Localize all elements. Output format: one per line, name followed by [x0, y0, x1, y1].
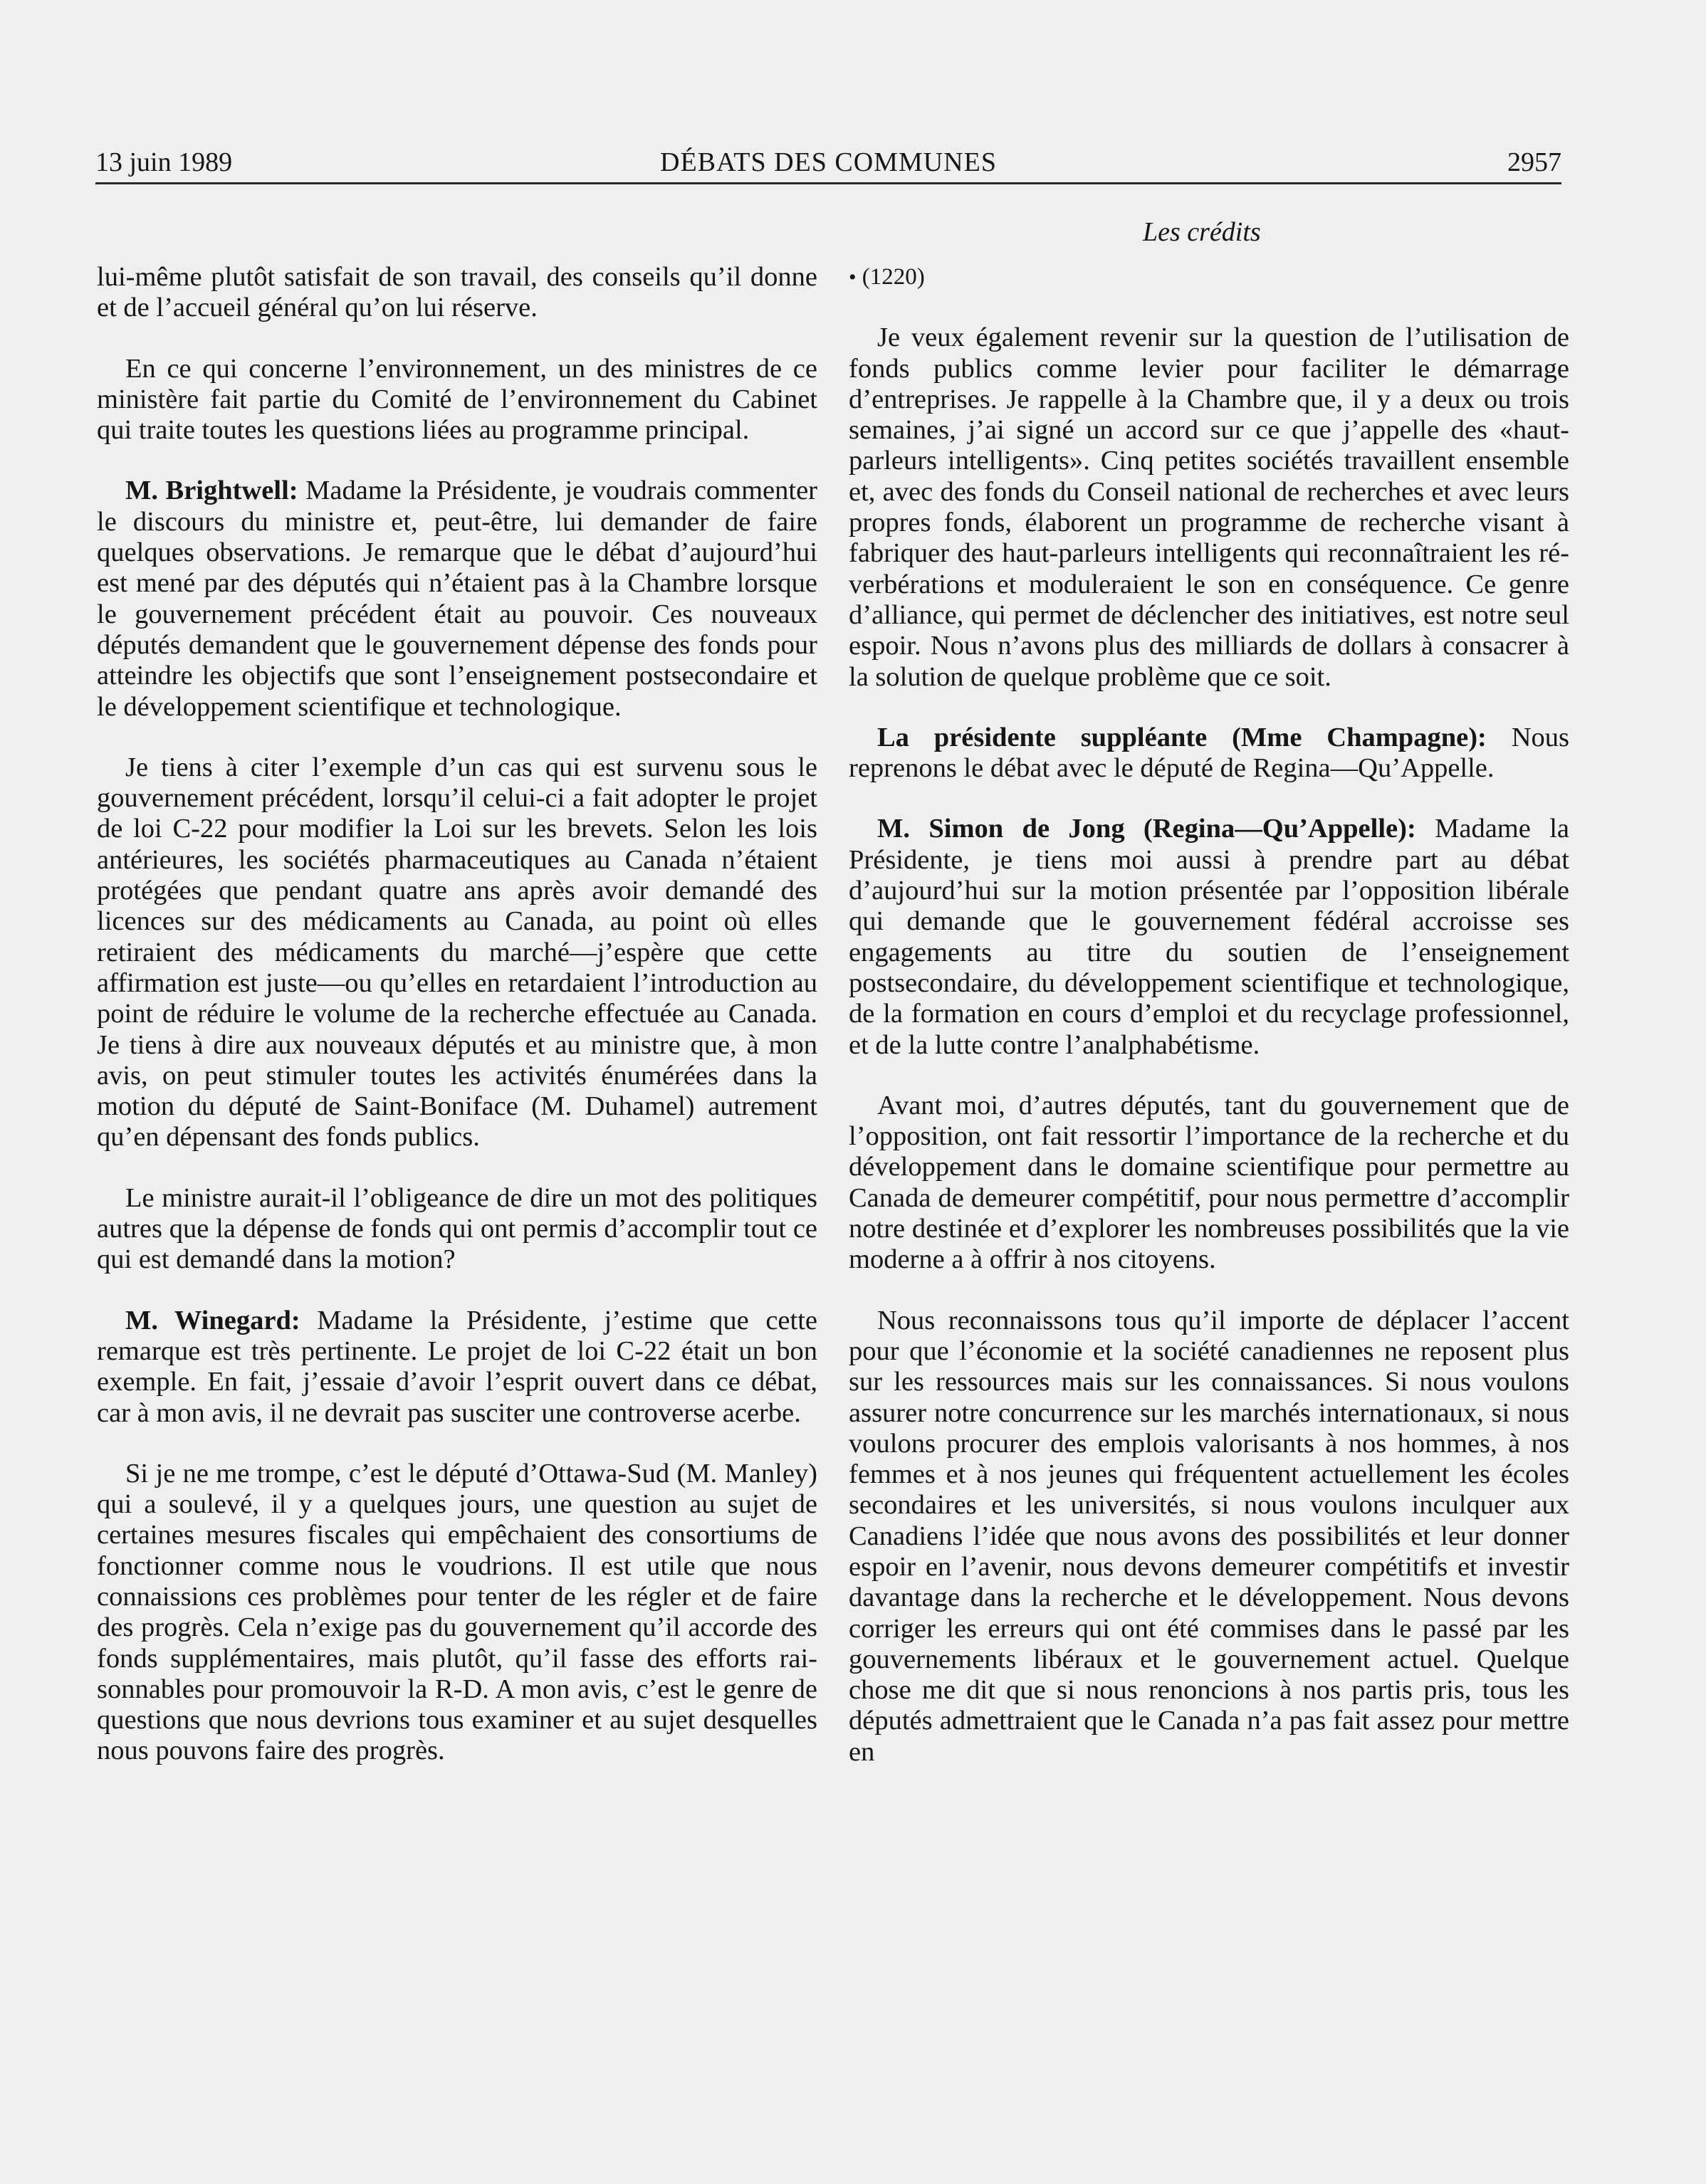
paragraph: Avant moi, d’autres députés, tant du gouvernement que de l’opposition, ont fait ressortir l’importance de la recherche et du développement dans le domaine scientifique pour permettre au Canada de demeurer compétitif, pour nous permettre d’accomplir notre destinée et d’explorer les nombreuses possibilités que la vie moderne a à offrir à nos citoyens. [849, 1090, 1569, 1275]
header-title: DÉBATS DES COMMUNES [660, 147, 997, 177]
timestamp-value: (1220) [862, 264, 925, 290]
speech-text: Nous reprenons le débat avec le député de Regina—Qu’Appelle. [849, 722, 1570, 784]
speech-text: Madame la Présidente, je tiens moi aussi à prendre part au débat d’aujourd’hui sur la motion présentée par l’opposition libérale qui demande que le gouvernement fédéral accroisse ses engagements au titre du soutien de l’enseignement postsecondaire, du développement scientifique et technologique, de la formation en cours d’emploi et du recyclage professionnel, et de la lutte contre l’analphabétisme. [849, 814, 1569, 1060]
page-number: 2957 [1507, 147, 1561, 177]
section-title: Les crédits [1143, 217, 1261, 247]
speech-text: Madame la Présidente, je voudrais commenter le discours du ministre et, peut-être, lui demander de faire quelques observations. Je remarque que le débat d’aujourd’hui est mené par des députés qui n’étaient pas à la Chambre lorsque le gouvernement précédent était au pouvoir. Ces nouveaux députés demandent que le gouvernement dépense des fonds pour atteindre les objectifs que sont l’enseignement postsecondaire et le développement scientifique et technologique. [97, 476, 818, 722]
paragraph [849, 723, 1569, 784]
left-column [97, 262, 817, 1797]
right-column [849, 262, 1569, 1797]
speaker-name: M. Simon de Jong (Regina—Qu’Appelle): [877, 814, 1416, 844]
paragraph: Nous reconnaissons tous qu’il importe de déplacer l’accent pour que l’économie et la société canadiennes ne reposent plus sur les ressources mais sur les connaissances. Si nous voulons assurer notre concurrence sur les marchés internationaux, si nous voulons procurer des emplois valorisants à nos hommes, à nos femmes et à nos jeunes qui fréquentent actuellement les écoles secondaires et les universités, si nous voulons inculquer aux Canadiens l’idée que nous avons des possibilités et leur donner espoir en l’avenir, nous devons demeurer compétitifs et investir davantage dans la recherche et le développement. Nous devons corriger les erreurs qui ont été commises dans le passé par les gouvernements libéraux et le gouvernement actuel. Quelque chose me dit que si nous renoncions à nos partis pris, tous les députés admettraient que le Canada n’a pas fait assez pour mettre en [849, 1305, 1569, 1767]
paragraph [97, 476, 817, 722]
paragraph: Je veux également revenir sur la question de l’utilisation de fonds publics comme levier pour faciliter le démarrage d’entreprises. Je rappelle à la Chambre que, il y a deux ou trois semaines, j’ai signé un accord sur ce que j’appelle des «haut-parleurs intelligents». Cinq petites sociétés travaillent ensemble et, avec des fonds du Conseil national de recherches et avec leurs propres fonds, élaborent un programme de recherche visant à fabriquer des haut-parleurs intelligents qui reconnaîtraient les réverbérations et moduleraient le son en conséquence. Ce genre d’alliance, qui permet de déclencher des initiatives, est notre seul espoir. Nous n’avons plus des milliards de dollars à consacrer à la solution de quelque problème que ce soit. [849, 322, 1569, 692]
paragraph [849, 814, 1569, 1060]
paragraph: Je tiens à citer l’exemple d’un cas qui est survenu sous le gouvernement précédent, lorsqu’il celui-ci a fait adopter le projet de loi C-22 pour modifier la Loi sur les brevets. Selon les lois antérieures, les sociétés pharmaceutiques au Canada n’étaient protégées que pendant quatre ans après avoir demandé des licences sur des médicaments au Canada, au point où elles retiraient des médicaments du marché—j’espère que cette affirmation est juste—ou qu’elles en retardaient l’introduction au point de réduire le volume de la recherche effectuée au Canada. Je tiens à dire aux nouveaux députés et au ministre que, à mon avis, on peut stimuler toutes les activités énumérées dans la motion du député de Saint-Boniface (M. Duhamel) autrement qu’en dépensant des fonds publics. [97, 752, 817, 1153]
speech-text: Madame la Présidente, j’estime que cette remarque est très pertinente. Le projet de loi C-22 était un bon exemple. En fait, j’essaie d’avoir l’esprit ouvert dans ce débat, car à mon avis, il ne devrait pas susciter une controverse acerbe. [97, 1305, 817, 1428]
header-date: 13 juin 1989 [95, 147, 233, 177]
speaker-name: M. Brightwell: [125, 476, 298, 506]
paragraph [97, 1306, 817, 1429]
bullet-icon: • [849, 266, 857, 289]
speaker-name: M. Winegard: [125, 1305, 300, 1335]
page-header [95, 142, 1561, 184]
paragraph: En ce qui concerne l’environnement, un des ministres de ce ministère fait partie du Comité de l’environnement du Cabinet qui traite toutes les questions liées au programme principal. [97, 353, 817, 446]
paragraph: Si je ne me trompe, c’est le député d’Ottawa-Sud (M. Manley) qui a soulevé, il y a quelques jours, une question au sujet de certaines mesures fiscales qui empêchaient des consortiums de fonctionner comme nous le voudrions. Il est utile que nous connaissions ces problèmes pour tenter de les régler et de faire des progrès. Cela n’exige pas du gouvernement qu’il accorde des fonds supplémentaires, mais plutôt, qu’il fasse des efforts raisonnables pour promouvoir la R-D. A mon avis, c’est le genre de questions que nous devrions tous examiner et au sujet desquelles nous pouvons faire des progrès. [97, 1458, 817, 1766]
paragraph: lui-même plutôt satisfait de son travail, des conseils qu’il donne et de l’accueil général qu’on lui réserve. [97, 262, 817, 323]
timestamp [849, 262, 1569, 293]
speaker-name: La présidente suppléante (Mme Champagne): [877, 722, 1487, 752]
paragraph: Le ministre aurait-il l’obligeance de dire un mot des politiques autres que la dépense de fonds qui ont permis d’accomplir tout ce qui est demandé dans la motion? [97, 1182, 817, 1275]
